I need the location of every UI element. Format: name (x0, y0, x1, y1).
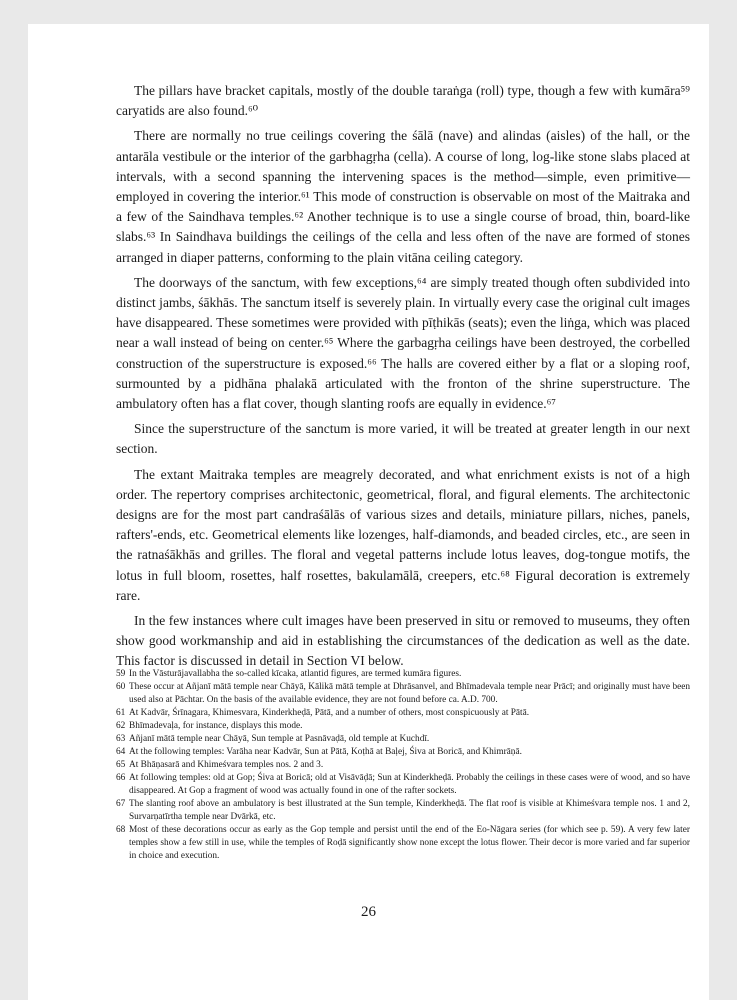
paragraph-doorways: The doorways of the sanctum, with few exceptions,⁶⁴ are simply treated though often subdivided into distinct jambs, śākhās. The sanctum itself is severely plain. In virtually every case the original cult images have disappeared. These sometimes were provided with pīṭhikās (seats); even the liṅga, which was placed near a wall instead of being on center.⁶⁵ Where the garbagṛha ceilings have been destroyed, the corbelled construction of the superstructure is exposed.⁶⁶ The halls are covered either by a flat or a sloping roof, surmounted by a pidhāna phalakā articulated with the fronton of the shrine superstructure. The ambulatory often has a flat cover, though slanting roofs are equally in evidence.⁶⁷ (116, 274, 690, 412)
footnote-number: 65 (116, 760, 126, 770)
footnote-text: These occur at Añjanī mātā temple near Chāyā, Kālikā mātā temple at Dhrāsanvel, and Bhīmadevala temple near Prācī; and originally must have been used also at Pāchtar. On the basis of the available evidence, they are not found before ca. A.D. 700. (129, 682, 690, 705)
footnote-text: The slanting roof above an ambulatory is best illustrated at the Sun temple, Kinderkheḍā. The flat roof is visible at Khimeśvara temple nos. 1 and 2, Survarṇatīrtha temple near Dvārkā, etc. (129, 799, 690, 822)
footnote (116, 720, 690, 733)
footnotes (116, 668, 690, 863)
footnote (116, 681, 690, 707)
footnote-number: 67 (116, 799, 126, 809)
paragraph-superstructure: Since the superstructure of the sanctum is more varied, it will be treated at greater length in our next section. (116, 421, 690, 457)
footnote (116, 746, 690, 759)
footnote-number: 63 (116, 734, 126, 744)
footnote (116, 759, 690, 772)
footnote-text: Añjanī mātā temple near Chāyā, Sun temple at Pasnāvaḍā, old temple at Kuchdī. (129, 734, 430, 744)
body-text (116, 81, 690, 677)
paragraph-decoration: The extant Maitraka temples are meagrely decorated, and what enrichment exists is not of a high order. The repertory comprises architectonic, geometrical, floral, and figural elements. The architectonic designs are for the most part candraśālās of various sizes and details, miniature pillars, niches, panels, rafters'-ends, etc. Geometrical elements like lozenges, half-diamonds, and beaded circles, etc., are seen in the ratnaśākhās and grilles. The floral and vegetal patterns include lotus leaves, dog-tongue motifs, the lotus in full bloom, rosettes, half rosettes, bakulamālā, creepers, etc.⁶⁸ Figural decoration is extremely rare. (116, 466, 690, 603)
paragraph-cult-images: In the few instances where cult images have been preserved in situ or removed to museums, they often show good workmanship and aid in establishing the circumstances of the dedication as well as the date. This factor is discussed in detail in Section VI below. (116, 613, 690, 669)
footnote-text: Bhīmadevaḷa, for instance, displays this mode. (129, 721, 303, 731)
footnote-number: 64 (116, 747, 126, 757)
footnote-number: 68 (116, 825, 126, 835)
footnote-text: In the Vāsturājavallabha the so-called kīcaka, atlantid figures, are termed kumāra figures. (129, 669, 462, 679)
footnote-number: 62 (116, 721, 126, 731)
footnote-text: Most of these decorations occur as early as the Gop temple and persist until the end of the Eo-Nāgara series (for which see p. 59). A very few later temples show a few still in use, while the temples of Roḍā significantly show none except the lotus flower. Their decor is more varied and far superior in choice and execution. (129, 825, 690, 861)
footnote (116, 772, 690, 798)
footnote (116, 707, 690, 720)
footnote-text: At following temples: old at Gop; Śiva at Boricā; old at Visāvāḍā; Sun at Kinderkheḍā. Probably the ceilings in these cases were of wood, and so have disappeared. At Gop a fragment of wood was actually found in one of the rafter sockets. (129, 773, 690, 796)
footnote-number: 61 (116, 708, 126, 718)
paragraph-ceilings: There are normally no true ceilings covering the śālā (nave) and alindas (aisles) of the hall, or the antarāla vestibule or the interior of the garbhagṛha (cella). A course of long, log-like stone slabs placed at intervals, with a second spanning the intervening spaces is the method—simple, even primitive—employed in covering the interior.⁶¹ This mode of construction is observable on most of the Maitraka and a few of the Saindhava temples.⁶² Another technique is to use a single course of broad, thin, board-like slabs.⁶³ In Saindhava buildings the ceilings of the cella and less often of the nave are formed of stones arranged in diaper patterns, conforming to the plain vitāna ceiling category. (116, 128, 690, 265)
footnote (116, 824, 690, 863)
footnote (116, 668, 690, 681)
footnote-number: 66 (116, 773, 126, 783)
paragraph-pillars: The pillars have bracket capitals, mostly of the double taraṅga (roll) type, though a few with kumāra⁵⁹ caryatids are also found.⁶⁰ (116, 83, 690, 119)
footnote-number: 59 (116, 669, 126, 679)
footnote (116, 733, 690, 746)
footnote-text: At the following temples: Varāha near Kadvār, Sun at Pātā, Koṭhā at Baḷej, Śiva at Boricā, and Khimrāṇā. (129, 747, 522, 757)
footnote-text: At Kadvār, Śrīnagara, Khimesvara, Kinderkheḍā, Pātā, and a number of others, most conspicuously at Pātā. (129, 708, 530, 718)
footnote-text: At Bhāṇasarā and Khimeśvara temples nos. 2 and 3. (129, 760, 324, 770)
footnote (116, 798, 690, 824)
page-number: 26 (361, 904, 376, 920)
footnote-number: 60 (116, 682, 126, 692)
document-page (28, 24, 709, 1000)
